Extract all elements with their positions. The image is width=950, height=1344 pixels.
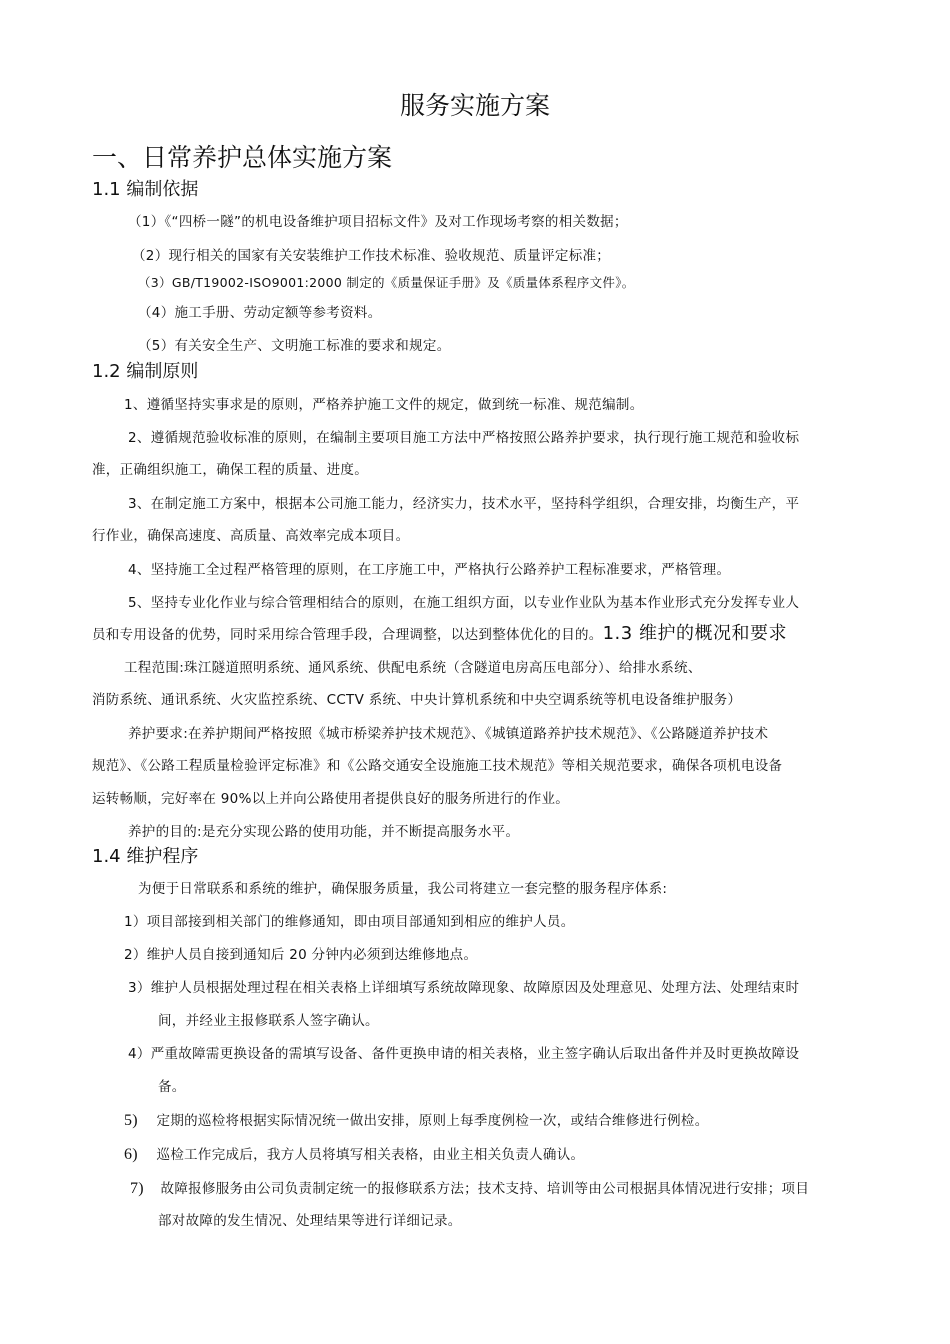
- procedure-item-6-number: 6): [124, 1146, 138, 1163]
- subsection-heading-1-3: 1.3 维护的概况和要求: [602, 623, 787, 644]
- principle-3-line-2: 行作业，确保高速度、高质量、高效率完成本项目。: [92, 528, 410, 544]
- procedure-item-4-line-2: 备。: [158, 1079, 186, 1095]
- basis-item-4: （4）施工手册、劳动定额等参考资料。: [138, 305, 382, 321]
- procedure-item-5-number: 5): [124, 1112, 138, 1129]
- procedure-item-5: [124, 1111, 709, 1131]
- procedure-item-2: 2）维护人员自接到通知后 20 分钟内必须到达维修地点。: [124, 947, 478, 963]
- subsection-heading-1-2: 1.2 编制原则: [92, 361, 199, 382]
- subsection-heading-1-4: 1.4 维护程序: [92, 846, 199, 867]
- procedure-intro: 为便于日常联系和系统的维护，确保服务质量，我公司将建立一套完整的服务程序体系:: [138, 881, 668, 897]
- principle-5-line-2: [92, 624, 787, 645]
- procedure-item-5-text: 定期的巡检将根据实际情况统一做出安排，原则上每季度例检一次，或结合维修进行例检。: [156, 1113, 709, 1129]
- principle-2-line-2: 准，正确组织施工，确保工程的质量、进度。: [92, 462, 368, 478]
- basis-item-2: （2）现行相关的国家有关安装维护工作技术标准、验收规范、质量评定标准；: [132, 248, 611, 264]
- procedure-item-4-line-1: 4）严重故障需更换设备的需填写设备、备件更换申请的相关表格，业主签字确认后取出备件并及时更换故障设: [128, 1046, 800, 1062]
- scope-line-1: 工程范围:珠江隧道照明系统、通风系统、供配电系统（含隧道电房高压电部分）、给排水系统、: [124, 660, 702, 676]
- procedure-item-1: 1）项目部接到相关部门的维修通知，即由项目部通知到相应的维护人员。: [124, 914, 575, 930]
- scope-line-2: 消防系统、通讯系统、火灾监控系统、CCTV 系统、中央计算机系统和中央空调系统等机电设备维护服务）: [92, 692, 742, 708]
- procedure-item-7-line-1: [130, 1179, 809, 1199]
- basis-item-5: （5）有关安全生产、文明施工标准的要求和规定。: [138, 338, 451, 354]
- subsection-heading-1-1: 1.1 编制依据: [92, 179, 199, 200]
- requirement-line-3: 运转畅顺，完好率在 90%以上并向公路使用者提供良好的服务所进行的作业。: [92, 791, 570, 807]
- procedure-item-3-line-2: 间，并经业主报修联系人签字确认。: [158, 1013, 379, 1029]
- basis-item-1: （1）《“四桥一隧”的机电设备维护项目招标文件》及对工作现场考察的相关数据；: [128, 214, 628, 230]
- procedure-item-7-text: 故障报修服务由公司负责制定统一的报修联系方法；技术支持、培训等由公司根据具体情况进行安排；项目: [160, 1181, 810, 1197]
- principle-3-line-1: 3、在制定施工方案中，根据本公司施工能力，经济实力，技术水平，坚持科学组织，合理安排，均衡生产，平: [128, 496, 800, 512]
- principle-2-line-1: 2、遵循规范验收标准的原则，在编制主要项目施工方法中严格按照公路养护要求，执行现行施工规范和验收标: [128, 430, 800, 446]
- section-heading-1: 一、日常养护总体实施方案: [92, 143, 393, 172]
- document-title: 服务实施方案: [399, 91, 550, 120]
- procedure-item-7-number: 7): [130, 1180, 144, 1197]
- principle-4: 4、坚持施工全过程严格管理的原则，在工序施工中，严格执行公路养护工程标准要求，严格管理。: [128, 562, 731, 578]
- procedure-item-6: [124, 1145, 584, 1165]
- procedure-item-7-line-2: 部对故障的发生情况、处理结果等进行详细记录。: [158, 1213, 462, 1229]
- requirement-line-1: 养护要求:在养护期间严格按照《城市桥梁养护技术规范》、《城镇道路养护技术规范》、《公路隧道养护技术: [128, 726, 769, 742]
- principle-5-line-2-text: 员和专用设备的优势，同时采用综合管理手段，合理调整，以达到整体优化的目的。: [92, 627, 603, 643]
- purpose-line: 养护的目的:是充分实现公路的使用功能，并不断提高服务水平。: [128, 824, 520, 840]
- basis-item-3: （3）GB/T19002-ISO9001:2000 制定的《质量保证手册》及《质量体系程序文件》。: [138, 275, 635, 290]
- procedure-item-3-line-1: 3）维护人员根据处理过程在相关表格上详细填写系统故障现象、故障原因及处理意见、处理方法、处理结束时: [128, 980, 800, 996]
- procedure-item-6-text: 巡检工作完成后，我方人员将填写相关表格，由业主相关负责人确认。: [156, 1147, 585, 1163]
- principle-1: 1、遵循坚持实事求是的原则，严格养护施工文件的规定，做到统一标准、规范编制。: [124, 397, 644, 413]
- requirement-line-2: 规范》、《公路工程质量检验评定标准》和《公路交通安全设施施工技术规范》等相关规范要求，确保各项机电设备: [92, 758, 783, 774]
- principle-5-line-1: 5、坚持专业化作业与综合管理相结合的原则，在施工组织方面，以专业作业队为基本作业形式充分发挥专业人: [128, 595, 800, 611]
